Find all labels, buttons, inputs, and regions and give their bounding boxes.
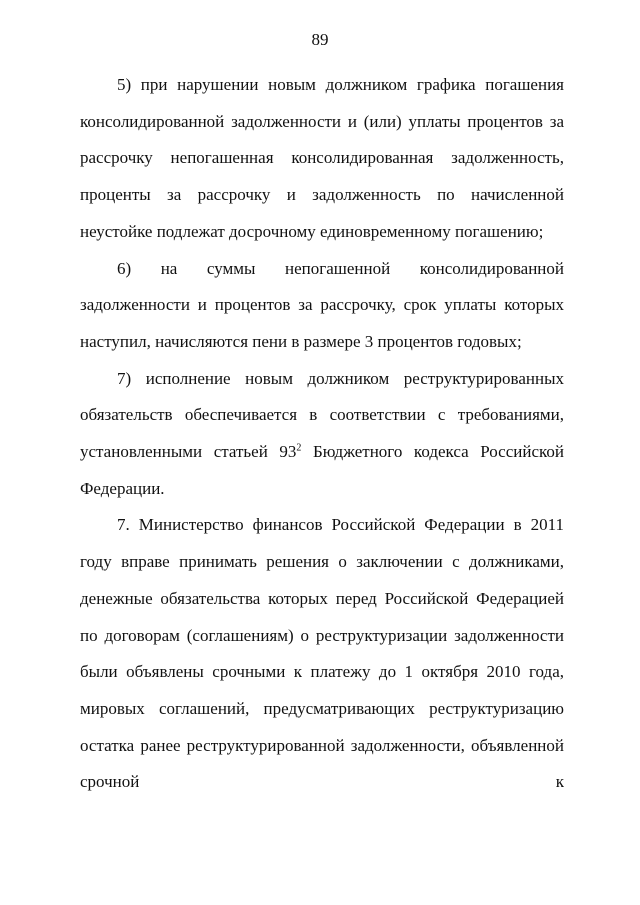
paragraph-item-7 [80,361,564,508]
paragraph-section-7: 7. Министерство финансов Российской Федерации в 2011 году вправе принимать решения о заключении с должниками, денежные обязательства которых перед Российской Федерацией по договорам (соглашениям) о реструктуризации задолженности были объявлены срочными к платежу до 1 октября 2010 года, мировых соглашений, предусматривающих реструктуризацию остатка ранее реструктурированной задолженности, объявленной срочной к [80,515,564,792]
paragraph-item-7-text: 7) исполнение новым должником реструктурированных обязательств обеспечивается в соответствии с требованиями, установленными статьей 93 [80,368,564,462]
paragraph-item-7-text-end: Бюджетного кодекса Российской Федерации. [80,442,565,498]
paragraph-item-5: 5) при нарушении новым должником графика погашения консолидированной задолженности и (или) уплаты процентов за рассрочку непогашенная консолидированная задолженность, проценты за рассрочку и задолженность по начисленной неустойке подлежат досрочному единовременному погашению; [80,75,564,241]
document-body [80,67,564,801]
article-superscript: 2 [296,442,302,454]
paragraph-item-6: 6) на суммы непогашенной консолидированной задолженности и процентов за рассрочку, срок уплаты которых наступил, начисляются пени в размере 3 процентов годовых; [80,258,564,351]
page-number: 89 [311,30,329,49]
